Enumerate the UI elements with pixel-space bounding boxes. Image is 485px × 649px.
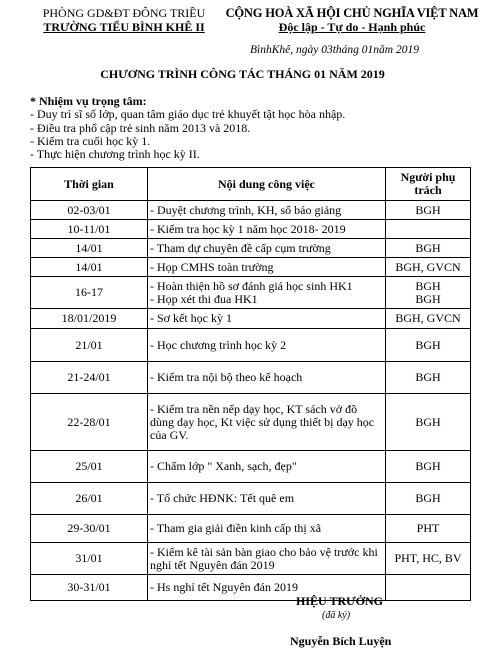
header-content: Nội dung công việc: [148, 168, 386, 201]
row-time: 16-17: [31, 277, 148, 309]
row-content: [148, 483, 386, 515]
table-row: [31, 277, 471, 309]
row-content-line: - Hs nghỉ tết Nguyên đán 2019: [150, 580, 298, 594]
table-row: [31, 258, 471, 277]
table-row: [31, 515, 471, 543]
table-row: [31, 239, 471, 258]
signature-name: Nguyễn Bích Luyện: [290, 634, 392, 648]
row-owner-line: BGH: [415, 370, 441, 384]
nation-motto: [222, 20, 482, 34]
row-owner-line: BGH: [415, 337, 441, 352]
org-school: TRƯỜNG TIỂU BÌNH KHÊ II: [43, 20, 205, 34]
task-item: - Duy trì sĩ số lớp, quan tâm giáo dục trẻ khuyết tật học hòa nhập.: [30, 107, 346, 122]
row-owner: [386, 239, 471, 258]
row-owner-line: BGH, GVCN: [395, 259, 461, 274]
row-time: 02-03/01: [31, 201, 148, 220]
task-item: - Điều tra phổ cập trẻ sinh năm 2013 và 2018.: [30, 120, 251, 135]
table-row: [31, 329, 471, 362]
row-owner-line: PHT, HC, BV: [394, 551, 462, 565]
row-owner: [386, 515, 471, 543]
key-tasks-heading: * Nhiệm vụ trọng tâm:: [30, 94, 147, 108]
signature-note: (đã ký): [322, 610, 351, 621]
row-time: 18/01/2019: [31, 309, 148, 329]
row-content-line: - Hoàn thiện hồ sơ đánh giá học sinh HK1: [150, 278, 353, 293]
row-content: [148, 451, 386, 483]
row-owner-line: BGH: [415, 459, 441, 473]
nation-header: [222, 6, 482, 34]
row-owner: [386, 451, 471, 483]
row-content: [148, 394, 386, 451]
row-time: 21/01: [31, 329, 148, 362]
row-content: [148, 329, 386, 362]
org-header: [24, 6, 224, 34]
row-content-line: - Kiểm tra học kỳ 1 năm học 2018- 2019: [150, 221, 346, 236]
table-row: [31, 309, 471, 329]
nation-motto-text: Độc lập - Tự do - Hạnh phúc: [278, 20, 426, 34]
row-time: 29-30/01: [31, 515, 148, 543]
row-content-line: - Sơ kết học kỳ 1: [150, 311, 233, 325]
row-owner: [386, 483, 471, 515]
row-content-line: - Họp xét thi đua HK1: [150, 291, 258, 306]
row-owner: [386, 394, 471, 451]
row-content: [148, 309, 386, 329]
row-owner-line: BGH: [415, 240, 441, 255]
row-content: [148, 543, 386, 575]
row-content-line: - Kiểm kê tài sản bàn giao cho bảo vệ trước khi nghỉ tết Nguyên đán 2019: [150, 544, 378, 572]
row-time: 31/01: [31, 543, 148, 575]
row-time: 21-24/01: [31, 362, 148, 394]
header-time: Thời gian: [31, 168, 148, 201]
row-content: [148, 239, 386, 258]
row-content: [148, 201, 386, 220]
row-owner: [386, 220, 471, 239]
row-content: [148, 277, 386, 309]
row-content-line: - Họp CMHS toàn trường: [150, 259, 274, 274]
row-time: 14/01: [31, 239, 148, 258]
row-content-line: - Tổ chức HĐNK: Tết quê em: [150, 491, 295, 505]
row-content-line: - Tham gia giải điền kinh cấp thị xã: [150, 521, 322, 535]
row-owner: [386, 362, 471, 394]
row-owner-line: BGH: [415, 278, 441, 293]
signature-role: HIỆU TRƯỞNG: [296, 594, 384, 608]
table-header-row: [31, 168, 471, 201]
row-content-line: - Kiểm tra nội bộ theo kế hoạch: [150, 370, 303, 384]
row-owner: [386, 543, 471, 575]
row-owner-line: BGH: [415, 414, 441, 429]
key-tasks: [30, 95, 345, 161]
date-line: BìnhKhê, ngày 03tháng 01năm 2019: [250, 44, 419, 56]
row-owner: [386, 201, 471, 220]
row-content-line: - Tham dự chuyên đề cấp cụm trường: [150, 240, 331, 255]
row-content-line: - Học chương trình học kỳ 2: [150, 337, 287, 352]
row-owner: [386, 309, 471, 329]
row-owner: [386, 277, 471, 309]
row-owner-line: BGH, GVCN: [395, 311, 461, 325]
table-row: [31, 575, 471, 601]
row-content: [148, 220, 386, 239]
row-content-line: - Chấm lớp " Xanh, sạch, đẹp": [150, 459, 297, 473]
task-item: - Kiểm tra cuối học kỳ 1.: [30, 133, 151, 148]
row-time: 25/01: [31, 451, 148, 483]
row-time: 10-11/01: [31, 220, 148, 239]
row-owner: [386, 329, 471, 362]
table-row: [31, 201, 471, 220]
row-content-line: - Kiểm tra nền nếp dạy học, KT sách vở đồ dùng dạy học, Kt việc sử dụng thiết bị dạy học của GV.: [150, 401, 375, 442]
table-row: [31, 362, 471, 394]
row-content: [148, 515, 386, 543]
row-time: 26/01: [31, 483, 148, 515]
nation-name: CỘNG HOÀ XÃ HỘI CHỦ NGHĨA VIỆT NAM: [225, 6, 479, 20]
row-content: [148, 258, 386, 277]
header-owner: Người phụ trách: [386, 168, 471, 201]
row-owner: [386, 575, 471, 601]
row-owner-line: BGH: [415, 491, 441, 505]
row-content-line: - Duyệt chương trình, KH, sổ báo giảng: [150, 202, 342, 217]
table-row: [31, 220, 471, 239]
row-owner-line: PHT: [416, 521, 440, 535]
task-item: - Thực hiện chương trình học kỳ II.: [30, 147, 200, 162]
org-department: PHÒNG GD&ĐT ĐÔNG TRIỀU: [42, 6, 206, 20]
row-time: 30-31/01: [31, 575, 148, 601]
row-content: [148, 362, 386, 394]
table-row: [31, 483, 471, 515]
schedule-table: [30, 167, 471, 601]
table-row: [31, 543, 471, 575]
page-title: CHƯƠNG TRÌNH CÔNG TÁC THÁNG 01 NĂM 2019: [100, 67, 385, 81]
table-row: [31, 394, 471, 451]
table-row: [31, 451, 471, 483]
row-time: 22-28/01: [31, 394, 148, 451]
row-owner-line: BGH: [415, 291, 441, 306]
row-owner: [386, 258, 471, 277]
row-time: 14/01: [31, 258, 148, 277]
row-owner-line: BGH: [415, 202, 441, 217]
